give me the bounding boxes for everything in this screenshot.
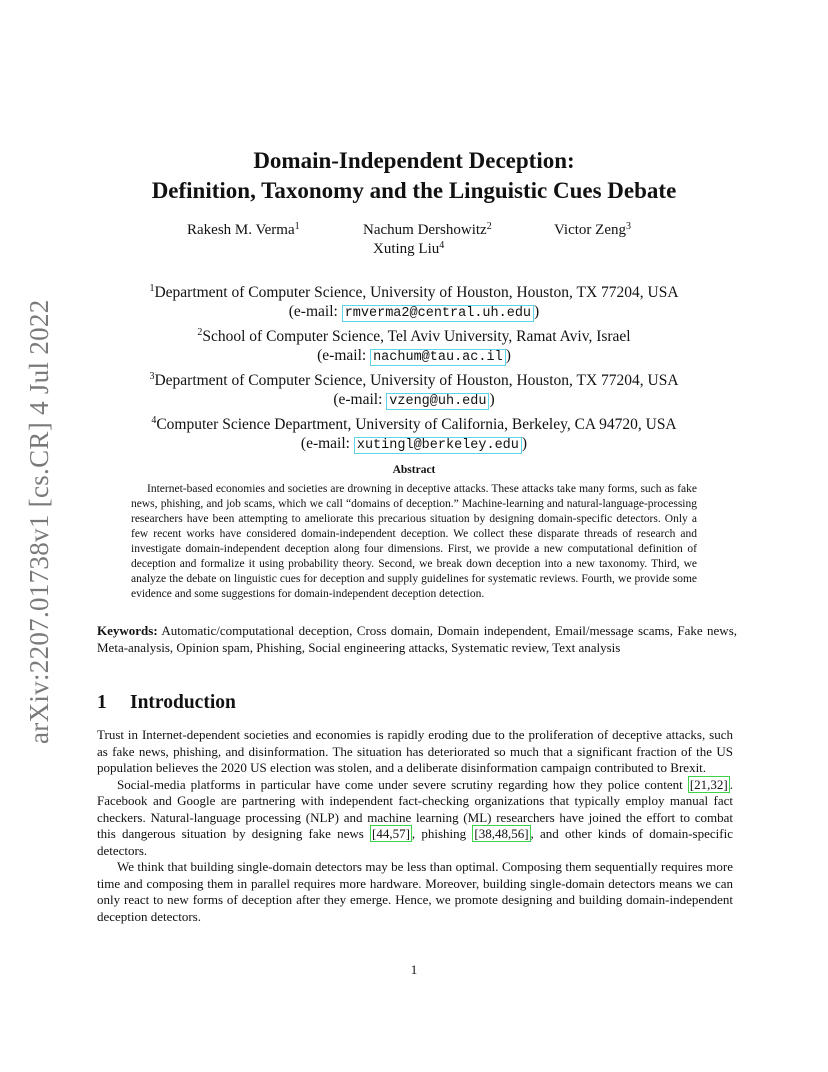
paragraph-3: We think that building single-domain detectors may be less than optimal. Composing them sequentially requires more time and composing them in parallel requires more hardware. Moreover, building single-domain detectors means we can only react to new forms of deception after they emerge. Hence, we promote designing and building domain-independent deception detectors. [97,859,733,924]
author-2: Nachum Dershowitz$^2$ [363,221,492,238]
paragraph-2: Social-media platforms in particular have come under severe scrutiny regarding how they police content [21,32] . Facebook and Google are partnering with independent fact-checking organizations that typically employ manual fact checkers. Natural-language processing (NLP) and machine learning (ML) researchers have joined the effort to combat this dangerous situation by designing fake news [44,57] , phishing [38,48,56] , and other kinds of domain-specific detectors. [97,776,733,858]
email-line-1: (e-mail: rmverma2@central.uh.edu ) [288,303,540,321]
title-line-2: Definition, Taxonomy and the Linguistic Cues Debate [151,178,677,203]
page-number: 1 [410,962,418,977]
section-title: Introduction [130,692,236,713]
arxiv-stamp: arXiv:2207.01738v1 [cs.CR] 4 Jul 2022 [24,299,54,744]
email-line-2: (e-mail: nachum@tau.ac.il ) [317,347,511,365]
email-link-1[interactable]: rmverma2@central.uh.edu [342,305,534,322]
email-link-3[interactable]: vzeng@uh.edu [386,393,489,410]
keywords [97,623,737,656]
affiliation-list [0,279,828,455]
citation-link[interactable]: [44,57] [372,826,410,841]
body-text [97,727,733,925]
email-line-3: (e-mail: vzeng@uh.edu ) [333,391,495,409]
title-line-1: Domain-Independent Deception: [253,148,575,173]
author-1: Rakesh M. Verma$^1$ [187,221,300,238]
paragraph-1: Trust in Internet-dependent societies and economies is rapidly eroding due to the proliferation of deceptive attacks, such as fake news, phishing, and disinformation. The situation has deteriorated so much that a significant fraction of the US population believes the 2020 US election was stolen, and a deliberate disinformation campaign contributed to Brexit. [97,727,733,775]
author-3: Victor Zeng$^3$ [554,221,631,238]
paper-title [0,146,828,206]
email-link-2[interactable]: nachum@tau.ac.il [370,349,506,366]
abstract-heading: Abstract [392,464,436,476]
abstract-text: Internet-based economies and societies are drowning in deceptive attacks. These attacks take many forms, such as fake news, phishing, and job scams, which we call “domains of deception.” Machine-learning and natural-language-processing researchers have been attempting to ameliorate this precarious situation by designing domain-specific detectors. Only a few recent works have considered domain-independent deception. We collect these disparate threads of research and investigate domain-independent deception along four dimensions. First, we provide a new computational definition of deception and formalize it using probability theory. Second, we break down deception into a new taxonomy. Third, we analyze the debate on linguistic cues for deception and supply guidelines for systematic reviews. Fourth, we provide some evidence and some suggestions for domain-independent deception detection. [131,483,697,600]
affiliation-3: $^3$Department of Computer Science, University of Houston, Houston, TX 77204, USA [149,371,679,389]
section-heading [97,692,236,714]
citation-link[interactable]: [21,32] [689,776,728,792]
affiliation-4: $^4$Computer Science Department, University of California, Berkeley, CA 94720, USA [151,415,677,433]
section-number: 1 [97,692,107,713]
affiliation-1: $^1$Department of Computer Science, University of Houston, Houston, TX 77204, USA [149,283,679,301]
author-4: Xuting Liu$^4$ [373,240,445,257]
citation-link[interactable]: [38,48,56] [474,826,529,841]
email-link-4[interactable]: xutingl@berkeley.edu [354,437,522,454]
email-line-4: (e-mail: xutingl@berkeley.edu ) [300,435,528,453]
keywords-label: Keywords: [97,623,158,638]
affiliation-2: $^2$School of Computer Science, Tel Aviv University, Ramat Aviv, Israel [197,327,631,345]
keywords-text: Automatic/computational deception, Cross domain, Domain independent, Email/message scams, Fake news, Meta-analysis, Opinion spam, Phishing, Social engineering attacks, Systematic review, Text analysis [97,623,737,655]
